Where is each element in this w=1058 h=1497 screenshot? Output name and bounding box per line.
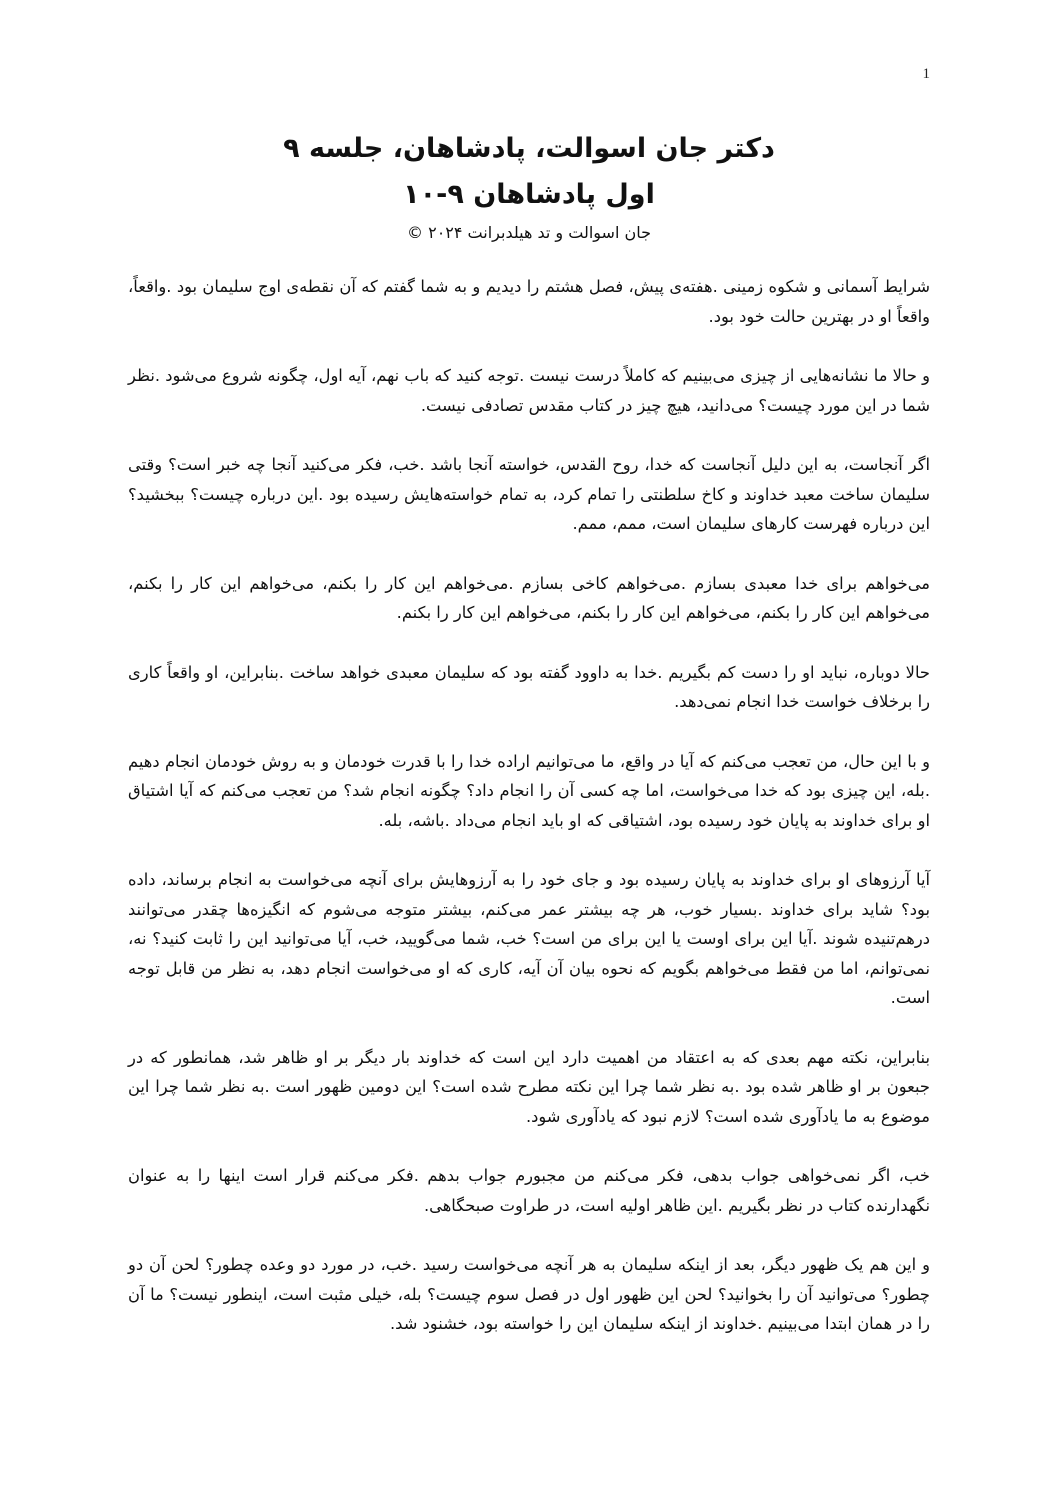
paragraph-9: خب، اگر نمی‌خواهی جواب بدهی، فکر می‌کنم من مجبورم جواب بدهم .فکر می‌کنم قرار است اینها را به عنوان نگهدارنده کتاب در نظر بگیریم .این ظاهر اولیه است، در طراوت صبحگاهی.: [128, 1166, 930, 1215]
page-number: 1: [922, 66, 930, 82]
paragraph-6: و با این حال، من تعجب می‌کنم که آیا در واقع، ما می‌توانیم اراده خدا را با قدرت خودمان و به روش خودمان انجام دهیم .بله، این چیزی بود که خدا می‌خواست، اما چه کسی آن را انجام داد؟ چگونه انجام شد؟ من تعجب می‌کنم که آیا اشتیاق او برای خداوند به پایان خود رسیده بود، اشتیاقی که او باید انجام می‌داد .باشه، بله.: [128, 751, 930, 830]
paragraph-3: اگر آنجاست، به این دلیل آنجاست که خدا، روح القدس، خواسته آنجا باشد .خب، فکر می‌کنید آنجا چه خبر است؟ وقتی سلیمان ساخت معبد خداوند و کاخ سلطنتی را تمام کرد، به تمام خواسته‌هایش رسیده بود .این درباره چیست؟ ببخشید؟ این درباره فهرست کارهای سلیمان است، ممم، ممم.: [128, 455, 930, 533]
paragraph-2: و حالا ما نشانه‌هایی از چیزی می‌بینیم که کاملاً درست نیست .توجه کنید که باب نهم، آیه اول، چگونه شروع می‌شود .نظر شما در این مورد چیست؟ می‌دانید، هیچ چیز در کتاب مقدس تصادفی نیست.: [128, 366, 930, 415]
paragraph-8: بنابراین، نکته مهم بعدی که به اعتقاد من اهمیت دارد این است که خداوند بار دیگر بر او ظاهر شد، همانطور که در جبعون بر او ظاهر شده بود .به نظر شما چرا این نکته مطرح شده است؟ این دومین ظهور است .به نظر شما چرا این موضوع به ما یادآوری شده است؟ لازم نبود که یادآوری شود.: [128, 1047, 930, 1126]
document-title: دکتر جان اسوالت، پادشاهان، جلسه ۹: [283, 133, 775, 164]
document-body: [128, 272, 930, 1369]
document-subtitle: اول پادشاهان ۹-۱۰: [403, 179, 655, 210]
paragraph-5: حالا دوباره، نباید او را دست کم بگیریم .خدا به داوود گفته بود که سلیمان معبدی خواهد ساخت .بنابراین، او واقعاً کاری را برخلاف خواست خدا انجام نمی‌دهد.: [128, 662, 930, 711]
title-block: [0, 126, 1058, 248]
paragraph-10: و این هم یک ظهور دیگر، بعد از اینکه سلیمان به هر آنچه می‌خواست رسید .خب، در مورد دو وعده چطور؟ لحن آن دو چطور؟ می‌توانید آن را بخوانید؟ لحن این ظهور اول در فصل سوم چیست؟ بله، خیلی مثبت است، اینطور نیست؟ ما آن را در همان ابتدا می‌بینیم .خداوند از اینکه سلیمان این را خواسته بود، خشنود شد.: [128, 1255, 930, 1333]
copyright-line: جان اسوالت و تد هیلدبرانت ۲۰۲۴ ©: [407, 223, 651, 242]
paragraph-1: شرایط آسمانی و شکوه زمینی .هفته‌ی پیش، فصل هشتم را دیدیم و به شما گفتم که آن نقطه‌ی اوج سلیمان بود .واقعاً، واقعاً او در بهترین حالت خود بود.: [128, 277, 930, 326]
paragraph-4: می‌خواهم برای خدا معبدی بسازم .می‌خواهم کاخی بسازم .می‌خواهم این کار را بکنم، می‌خواهم این کار را بکنم، می‌خواهم این کار را بکنم، می‌خواهم این کار را بکنم، می‌خواهم این کار را بکنم.: [128, 573, 930, 622]
paragraph-7: آیا آرزوهای او برای خداوند به پایان رسیده بود و جای خود را به آرزوهایش برای آنچه می‌خواست به انجام برساند، داده بود؟ شاید برای خداوند .بسیار خوب، هر چه بیشتر عمر می‌کنم، بیشتر متوجه می‌شوم که انگیزه‌ها چقدر می‌توانند درهم‌تنیده شوند .آیا این برای اوست یا این برای من است؟ خب، شما می‌گویید، خب، آیا می‌توانید این را ثابت کنید؟ نه، نمی‌توانم، اما من فقط می‌خواهم بگویم که نحوه بیان آن آیه، کاری که او می‌خواست انجام دهد، به نظر من قابل توجه است.: [128, 870, 930, 1007]
